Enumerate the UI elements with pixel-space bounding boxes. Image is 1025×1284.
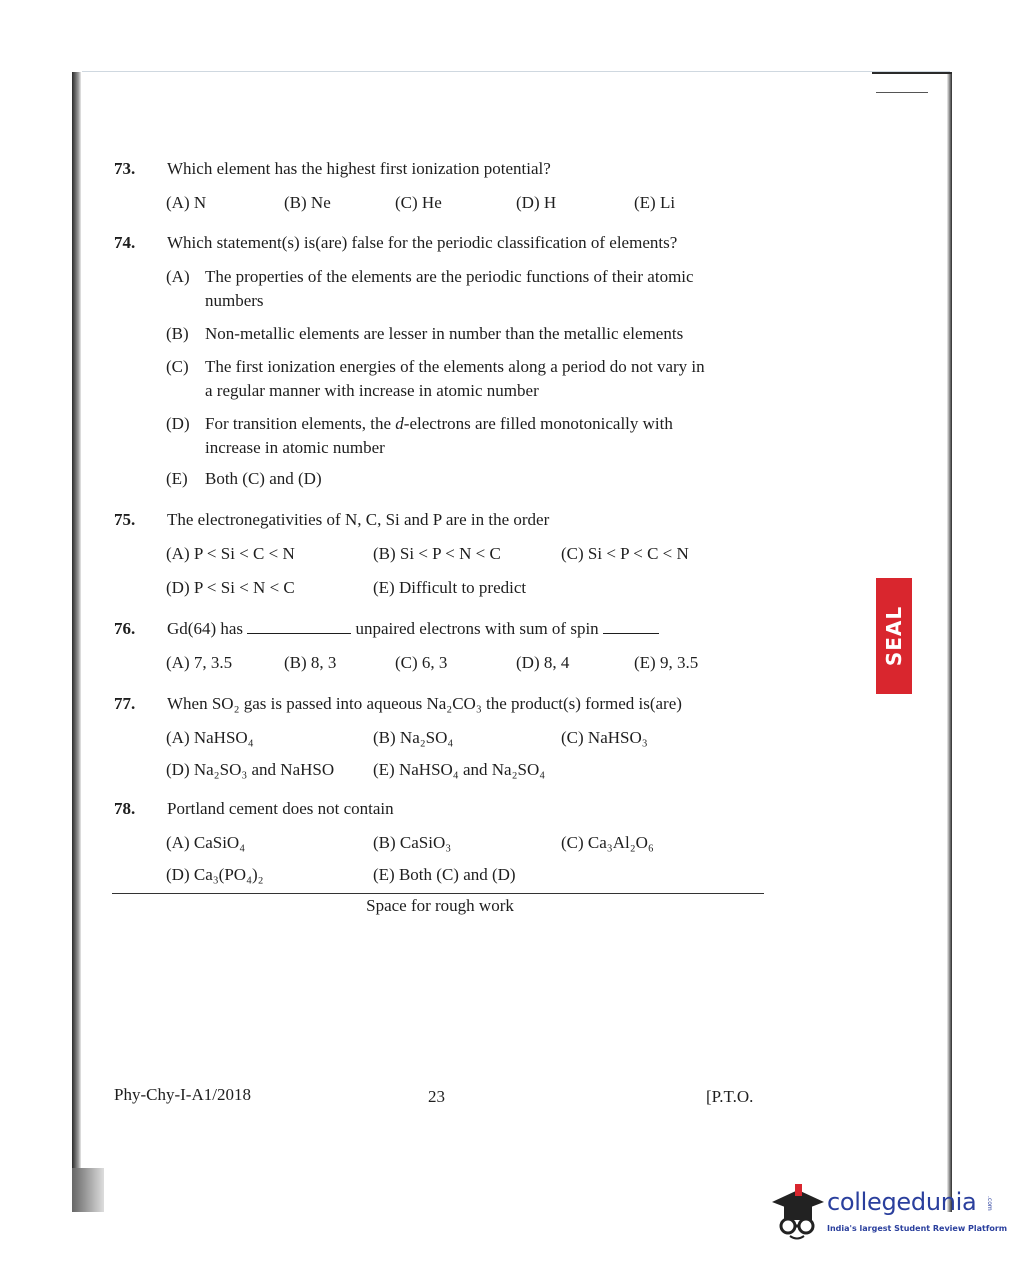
option-b: (B) 8, 3 — [284, 653, 337, 672]
question-number: 78. — [114, 799, 136, 818]
option-b: (B) Ne — [284, 193, 331, 212]
question-number: 75. — [114, 510, 136, 529]
option-c: (C) NaHSO₃ — [561, 728, 648, 747]
question-text: The electronegativities of N, C, Si and P are in the order — [167, 510, 550, 529]
scan-edge-left — [72, 72, 81, 1212]
student-mascot-icon — [768, 1180, 826, 1242]
scan-edge-bottom-left — [72, 1168, 104, 1212]
option-d: (D) H — [516, 193, 557, 212]
option-e: (E) 9, 3.5 — [634, 653, 699, 672]
question-text: Gd(64) has unpaired electrons with sum of spin — [167, 617, 659, 641]
option-c: (C) He — [395, 193, 442, 212]
question-number: 76. — [114, 619, 136, 638]
option-d: (D) Ca₃(PO₄)₂ — [166, 865, 264, 884]
option-e: (E) Li — [634, 193, 676, 212]
paper-code: Phy-Chy-I-A1/2018 — [114, 1085, 251, 1104]
option-b: (B) CaSiO₃ — [373, 833, 452, 852]
option-b: (B) Na₂SO₄ — [373, 728, 454, 747]
option-a: (A) 7, 3.5 — [166, 653, 233, 672]
corner-mark — [876, 92, 928, 93]
collegedunia-logo — [768, 1180, 1008, 1250]
option-c: (C) 6, 3 — [395, 653, 448, 672]
option-a: (A) CaSiO₄ — [166, 833, 246, 852]
option-d: (D) Na₂SO₃ and NaHSO — [166, 760, 335, 779]
logo-wordmark: collegedunia — [827, 1188, 977, 1216]
answer-blank — [603, 617, 659, 634]
option-a: (A) NaHSO₄ — [166, 728, 254, 747]
option-c: (C) Ca₃Al₂O₆ — [561, 833, 654, 852]
answer-blank — [247, 617, 351, 634]
rough-work-label: Space for rough work — [366, 896, 514, 915]
option-d: (D) P < Si < N < C — [166, 578, 295, 597]
question-text: Portland cement does not contain — [167, 799, 394, 818]
option-a: (A) P < Si < C < N — [166, 544, 295, 563]
option-e: (E) NaHSO₄ and Na₂SO₄ — [373, 760, 546, 779]
option-e: (E) Difficult to predict — [373, 578, 527, 597]
pto-label: [P.T.O. — [706, 1087, 754, 1106]
option-e: (E) Both (C) and (D) — [373, 865, 516, 884]
question-text: When SO₂ gas is passed into aqueous Na₂CO₃ the product(s) formed is(are) — [167, 694, 682, 713]
option-b: (B) Si < P < N < C — [373, 544, 501, 563]
page-number: 23 — [428, 1087, 445, 1106]
logo-suffix: .com — [986, 1196, 993, 1211]
option-a: (A) N — [166, 193, 207, 212]
question-number: 74. — [114, 233, 136, 252]
option-c: (C) Si < P < C < N — [561, 544, 689, 563]
question-text: Which statement(s) is(are) false for the periodic classification of elements? — [167, 233, 678, 252]
logo-tagline: India's largest Student Review Platform — [827, 1224, 1008, 1233]
option-d: (D) 8, 4 — [516, 653, 570, 672]
scan-edge-right — [947, 72, 952, 1212]
seal-label: SEAL — [882, 605, 907, 667]
scan-edge-top — [82, 71, 950, 72]
question-number: 77. — [114, 694, 136, 713]
scan-edge-top-right — [872, 72, 952, 74]
question-text: Which element has the highest first ionization potential? — [167, 159, 551, 178]
seal-tab — [876, 578, 912, 694]
divider — [112, 893, 764, 894]
question-number: 73. — [114, 159, 136, 178]
